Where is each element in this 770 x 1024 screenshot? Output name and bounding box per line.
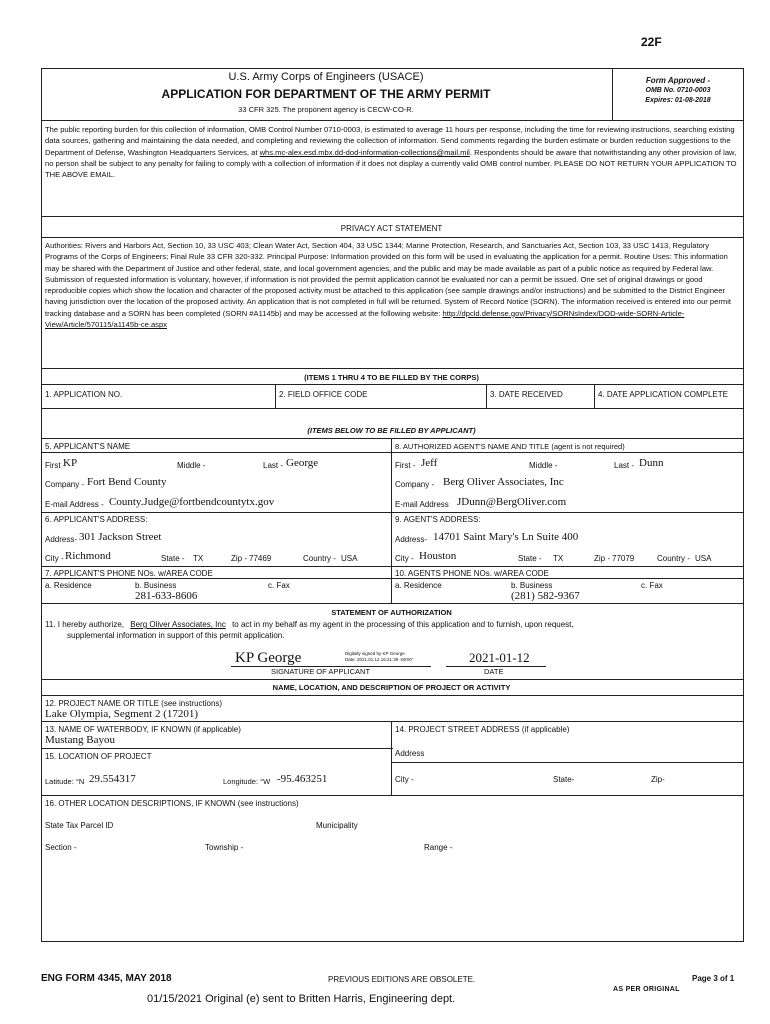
divider (41, 368, 744, 369)
signature-label: SIGNATURE OF APPLICANT (271, 667, 371, 676)
form-id: ENG FORM 4345, MAY 2018 (41, 973, 172, 984)
latitude[interactable]: 29.554317 (89, 773, 136, 785)
applicant-city[interactable]: Richmond (65, 550, 111, 562)
applicant-company-label: Company - (45, 480, 85, 489)
authorization-post: to act in my behalf as my agent in the processing of this application and to furnish, upon request, (232, 620, 574, 629)
authorization-text-2: supplemental information in support of this permit application. (67, 631, 285, 640)
date-received-field[interactable]: 3. DATE RECEIVED (490, 390, 563, 399)
authorization-heading: STATEMENT OF AUTHORIZATION (331, 608, 452, 617)
applicant-business-label: b. Business (135, 581, 177, 590)
divider (41, 512, 393, 513)
applicant-last-label: Last - (263, 461, 284, 470)
agent-residence-label: a. Residence (395, 581, 442, 590)
divider (275, 384, 276, 408)
divider (391, 452, 744, 453)
field-office-code-field[interactable]: 2. FIELD OFFICE CODE (279, 390, 368, 399)
applicant-zip[interactable]: 77469 (249, 554, 272, 563)
agent-city-label: City - (395, 554, 414, 563)
digital-signature-line-1: Digitally signed by KP George (345, 651, 405, 656)
authorized-agent-name[interactable]: Berg Oliver Associates, Inc (130, 620, 226, 629)
agent-country[interactable]: USA (695, 554, 712, 563)
authorization-pre: 11. I hereby authorize, (45, 620, 125, 629)
project-name[interactable]: Lake Olympia, Segment 2 (17201) (45, 708, 199, 720)
date-complete-field[interactable]: 4. DATE APPLICATION COMPLETE (598, 390, 728, 399)
applicant-address-heading: 6. APPLICANT'S ADDRESS: (45, 515, 148, 524)
project-name-label: 12. PROJECT NAME OR TITLE (see instructions) (45, 699, 223, 708)
divider (391, 512, 744, 513)
corps-section-heading: (ITEMS 1 THRU 4 TO BE FILLED BY THE CORPS) (304, 373, 479, 382)
applicant-phone-heading: 7. APPLICANT'S PHONE NOs. w/AREA CODE (45, 569, 213, 578)
agent-last-name[interactable]: Dunn (639, 457, 664, 469)
agent-country-label: Country - (657, 554, 690, 563)
divider (486, 384, 487, 408)
agent-phone-heading: 10. AGENTS PHONE NOs. w/AREA CODE (395, 569, 549, 578)
divider (41, 721, 744, 722)
previous-editions-note: PREVIOUS EDITIONS ARE OBSOLETE. (328, 975, 476, 984)
agent-address[interactable]: 14701 Saint Mary's Ln Suite 400 (433, 531, 579, 543)
applicant-address-label: Address- (45, 535, 78, 544)
agent-zip-label: Zip - (594, 554, 610, 563)
omb-number: OMB No. 0710-0003 (645, 87, 711, 94)
form-code: 22F (641, 35, 662, 49)
date-label: DATE (484, 667, 504, 676)
city-label: City - (395, 775, 414, 784)
divider (41, 679, 744, 680)
divider (41, 384, 744, 385)
street-address-label: 14. PROJECT STREET ADDRESS (if applicable) (395, 725, 570, 734)
agent-business-label: b. Business (511, 581, 553, 590)
form-subtitle: 33 CFR 325. The proponent agency is CECW-CO-R. (238, 105, 414, 114)
applicant-signature[interactable]: KP George (235, 650, 302, 666)
divider (41, 748, 393, 749)
agent-address-heading: 9. AGENT'S ADDRESS: (395, 515, 481, 524)
municipality-label: Municipality (316, 821, 358, 830)
form-title: APPLICATION FOR DEPARTMENT OF THE ARMY PERMIT (161, 87, 491, 101)
divider (594, 384, 595, 408)
agent-business-phone[interactable]: (281) 582-9367 (511, 590, 580, 602)
agent-first-label: First - (395, 461, 416, 470)
expiration-date: Expires: 01-08-2018 (645, 97, 711, 104)
divider (41, 438, 744, 439)
project-location-label: 15. LOCATION OF PROJECT (45, 752, 152, 761)
project-heading: NAME, LOCATION, AND DESCRIPTION OF PROJECT OR ACTIVITY (272, 683, 511, 692)
agent-email-label: E-mail Address (395, 500, 449, 509)
applicant-country[interactable]: USA (341, 554, 358, 563)
privacy-statement (45, 240, 740, 330)
divider (391, 721, 392, 795)
sorn-url-link[interactable]: http://dpcld.defense.gov/Privacy/SORNsIndex/DOD-wide-SORN-Article-View/Article/570115/a1145b-ce.aspx (45, 308, 685, 330)
longitude-label: Longitude: °W (223, 777, 271, 786)
divider (41, 603, 744, 604)
applicant-residence-label: a. Residence (45, 581, 92, 590)
zip-label: Zip- (651, 775, 665, 784)
township-label: Township - (205, 843, 244, 852)
divider (41, 120, 744, 121)
divider (41, 566, 393, 567)
applicant-first-label: First - (45, 461, 66, 470)
divider (41, 216, 744, 217)
application-form (41, 68, 744, 1006)
agent-name-label: 8. AUTHORIZED AGENT'S NAME AND TITLE (agent is not required) (395, 442, 625, 451)
section-label: Section - (45, 843, 77, 852)
divider (41, 578, 744, 579)
applicant-last-name[interactable]: George (286, 457, 319, 469)
agent-company[interactable]: Berg Oliver Associates, Inc (443, 476, 564, 488)
applicant-first-name[interactable]: KP (63, 457, 78, 469)
agent-address-label: Address- (395, 535, 428, 544)
transmittal-note: 01/15/2021 Original (e) sent to Britten Harris, Engineering dept. (147, 993, 456, 1005)
divider (391, 438, 392, 590)
agent-state-label: State - (518, 554, 542, 563)
divider (41, 408, 744, 409)
range-label: Range - (424, 843, 453, 852)
burden-text-2: . Respondents should be aware that notwithstanding any other provision of law, no person shall be subject to any penalty for failing to comply with a collection of information if it does not display a currently valid OMB control number. PLEASE DO NOT RETURN YOUR APPLICATION TO THE ABOVE EMAIL. (45, 147, 737, 180)
burden-text: The public reporting burden for this collection of information, OMB Control Number 0710-0003, is estimated to average 11 hours per response, including the time for reviewing instructions, searching existing data sources, gathering and maintaining the data needed, and completing and reviewing the collection of information. Send comments regarding the burden estimate or burden reduction suggestions to the Department of Defense, Washington Headquarters Services, at (45, 125, 735, 157)
applicant-middle-label: Middle - (177, 461, 206, 470)
agent-email[interactable]: JDunn@BergOliver.com (457, 496, 567, 508)
signature-date[interactable]: 2021-01-12 (469, 650, 530, 665)
longitude[interactable]: -95.463251 (277, 773, 328, 785)
applicant-city-label: City - (45, 554, 64, 563)
agent-state[interactable]: TX (553, 554, 564, 563)
waterbody-name[interactable]: Mustang Bayou (45, 734, 115, 746)
digital-signature-line-2: Date: 2021.01.12 16:21:39 -06'00' (345, 657, 413, 662)
applicant-company[interactable]: Fort Bend County (87, 476, 167, 488)
application-no-field[interactable]: 1. APPLICATION NO. (45, 390, 123, 399)
state-label: State- (553, 775, 575, 784)
privacy-text: Authorities: Rivers and Harbors Act, Section 10, 33 USC 403; Clean Water Act, Section 404, 33 USC 1344; Marine Protection, Research, and Sanctuaries Act, Section 103, 33 USC 1413, Regulatory Programs of the Corps of Engineers; Final Rule 33 CFR 320-332. Principal Purpose: Information provided on this form will be used in evaluating the application for a permit. Routine Uses: This information may be shared with the Department of Justice and other federal, state, and local government agencies, and the public and may be made available as part of a public notice as required by Federal law. Submission of requested information is voluntary, however, if information is not provided the permit application cannot be evaluated nor can a permit be issued. One set of original drawings or good reproducible copies which show the location and character of the proposed activity must be attached to this application (see sample drawings and/or instructions) and be submitted to the District Engineer having jurisdiction over the location of the proposed activity. An application that is not completed in full will be returned. System of Record Notice (SORN). The information received is entered into our permit tracking database and a SORN has been completed (SORN #A1145b) and may be accessed at the following website: (45, 241, 732, 318)
burden-statement (45, 124, 740, 180)
applicant-business-phone[interactable]: 281-633-8606 (135, 590, 198, 602)
applicant-section-heading: (ITEMS BELOW TO BE FILLED BY APPLICANT) (307, 426, 476, 435)
applicant-state-label: State - (161, 554, 185, 563)
agent-last-label: Last - (614, 461, 635, 470)
agent-fax-label: c. Fax (641, 581, 663, 590)
parcel-id-label: State Tax Parcel ID (45, 821, 114, 830)
form-approved: Form Approved - (645, 76, 711, 85)
authorization-text (45, 619, 574, 630)
privacy-heading: PRIVACY ACT STATEMENT (340, 224, 443, 233)
agent-company-label: Company - (395, 480, 435, 489)
original-stamp: AS PER ORIGINAL (613, 986, 680, 993)
other-location-label: 16. OTHER LOCATION DESCRIPTIONS, IF KNOWN (see instructions) (45, 799, 299, 808)
divider (41, 795, 744, 796)
agent-middle-label: Middle - (529, 461, 558, 470)
agent-first-name[interactable]: Jeff (421, 457, 438, 469)
applicant-name-label: 5. APPLICANT'S NAME (45, 442, 131, 451)
applicant-state[interactable]: TX (193, 554, 204, 563)
agency-name: U.S. Army Corps of Engineers (USACE) (228, 71, 424, 83)
applicant-zip-label: Zip - (231, 554, 247, 563)
divider (391, 762, 744, 763)
waterbody-label: 13. NAME OF WATERBODY, IF KNOWN (if applicable) (45, 725, 241, 734)
applicant-email-label: E-mail Address - (45, 500, 104, 509)
divider (41, 237, 744, 238)
divider (391, 578, 392, 603)
page-number: Page 3 of 1 (692, 974, 735, 983)
divider (41, 695, 744, 696)
agent-zip[interactable]: 77079 (612, 554, 635, 563)
applicant-country-label: Country - (303, 554, 336, 563)
divider (391, 566, 744, 567)
applicant-email[interactable]: County.Judge@fortbendcountytx.gov (109, 496, 275, 508)
applicant-address[interactable]: 301 Jackson Street (79, 531, 162, 543)
latitude-label: Latitude: °N (45, 777, 85, 786)
divider (41, 452, 393, 453)
burden-email-link[interactable]: whs.mc-alex.esd.mbx.dd-dod-information-collections@mail.mil (259, 147, 470, 157)
address-label: Address (395, 749, 425, 758)
agent-city[interactable]: Houston (419, 550, 457, 562)
applicant-fax-label: c. Fax (268, 581, 290, 590)
